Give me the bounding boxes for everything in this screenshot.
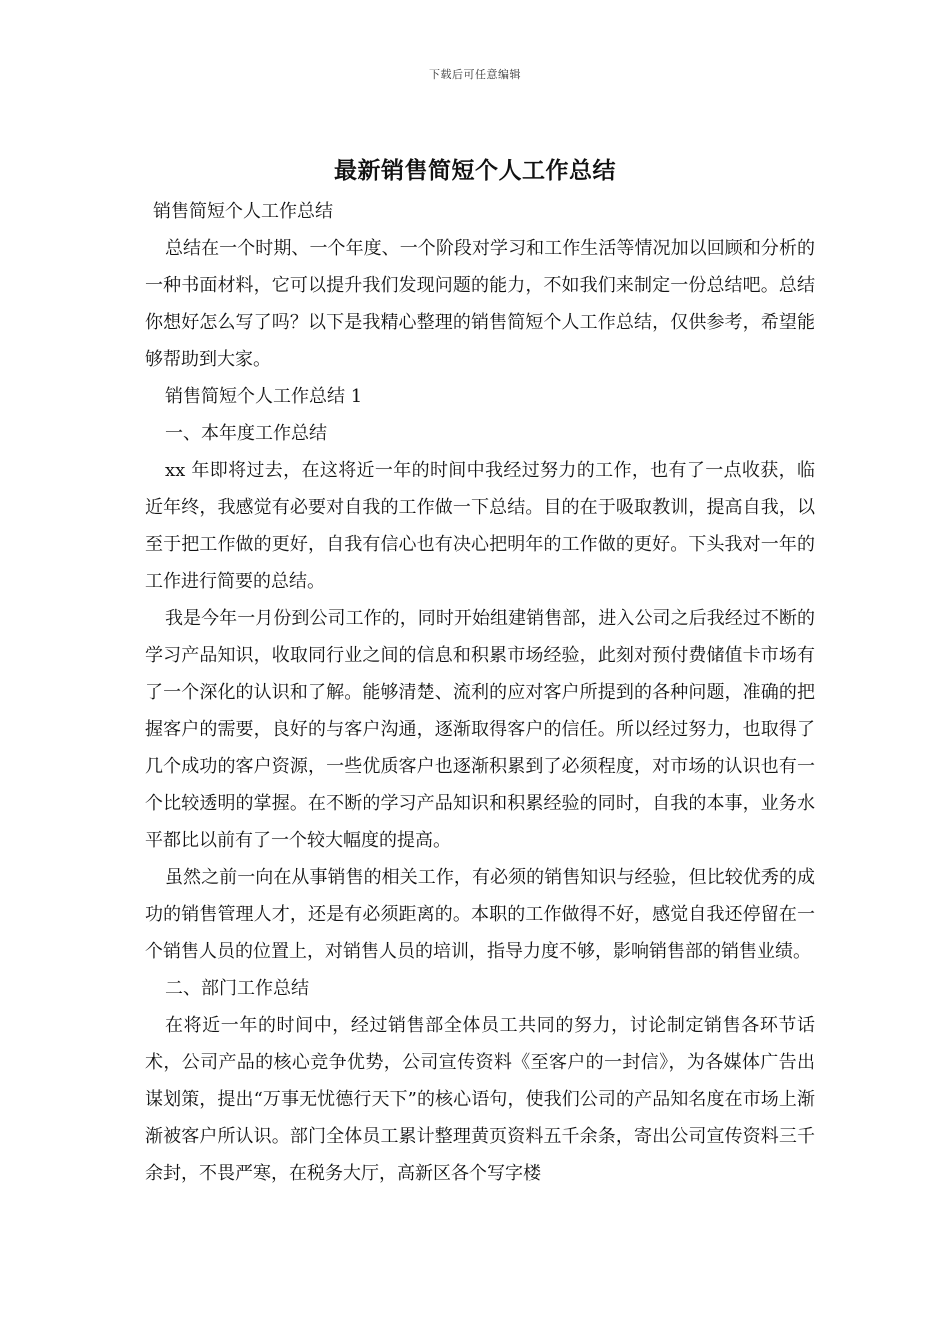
intro-heading: 销售简短个人工作总结	[153, 201, 333, 222]
paragraph-annual-summary: xx 年即将过去，在这将近一年的时间中我经过努力的工作，也有了一点收获，临近年终，我感觉有必要对自我的工作做一下总结。目的在于吸取教训，提高自我，以至于把工作做的更好，自我有信心也有决心把明年的工作做的更好。下头我对一年的工作进行简要的总结。	[145, 460, 815, 592]
document-body	[145, 193, 815, 1192]
paragraph-department-summary: 在将近一年的时间中，经过销售部全体员工共同的努力，讨论制定销售各环节话术，公司产品的核心竞争优势，公司宣传资料《至客户的一封信》，为各媒体广告出谋划策，提出“万事无忧德行天下”的核心语句，使我们公司的产品知名度在市场上渐渐被客户所认识。部门全体员工累计整理黄页资料五千余条，寄出公司宣传资料三千余封，不畏严寒，在税务大厅，高新区各个写字楼	[145, 1015, 815, 1184]
section-heading-1: 销售简短个人工作总结 1	[165, 386, 363, 407]
header-note: 下载后可任意编辑	[429, 68, 521, 81]
paragraph-intro: 总结在一个时期、一个年度、一个阶段对学习和工作生活等情况加以回顾和分析的一种书面材料，它可以提升我们发现问题的能力，不如我们来制定一份总结吧。总结你想好怎么写了吗？以下是我精心整理的销售简短个人工作总结，仅供参考，希望能够帮助到大家。	[145, 238, 815, 370]
subsection-heading-department: 二、部门工作总结	[165, 978, 309, 999]
subsection-heading-annual: 一、本年度工作总结	[165, 423, 327, 444]
paragraph-self-assessment: 虽然之前一向在从事销售的相关工作，有必须的销售知识与经验，但比较优秀的成功的销售管理人才，还是有必须距离的。本职的工作做得不好，感觉自我还停留在一个销售人员的位置上，对销售人员的培训，指导力度不够，影响销售部的销售业绩。	[145, 867, 815, 962]
document-title: 最新销售简短个人工作总结	[334, 157, 616, 184]
paragraph-joined-company: 我是今年一月份到公司工作的，同时开始组建销售部，进入公司之后我经过不断的学习产品知识，收取同行业之间的信息和积累市场经验，此刻对预付费储值卡市场有了一个深化的认识和了解。能够清楚、流利的应对客户所提到的各种问题，准确的把握客户的需要，良好的与客户沟通，逐渐取得客户的信任。所以经过努力，也取得了几个成功的客户资源，一些优质客户也逐渐积累到了必须程度，对市场的认识也有一个比较透明的掌握。在不断的学习产品知识和积累经验的同时，自我的本事，业务水平都比以前有了一个较大幅度的提高。	[145, 608, 815, 851]
